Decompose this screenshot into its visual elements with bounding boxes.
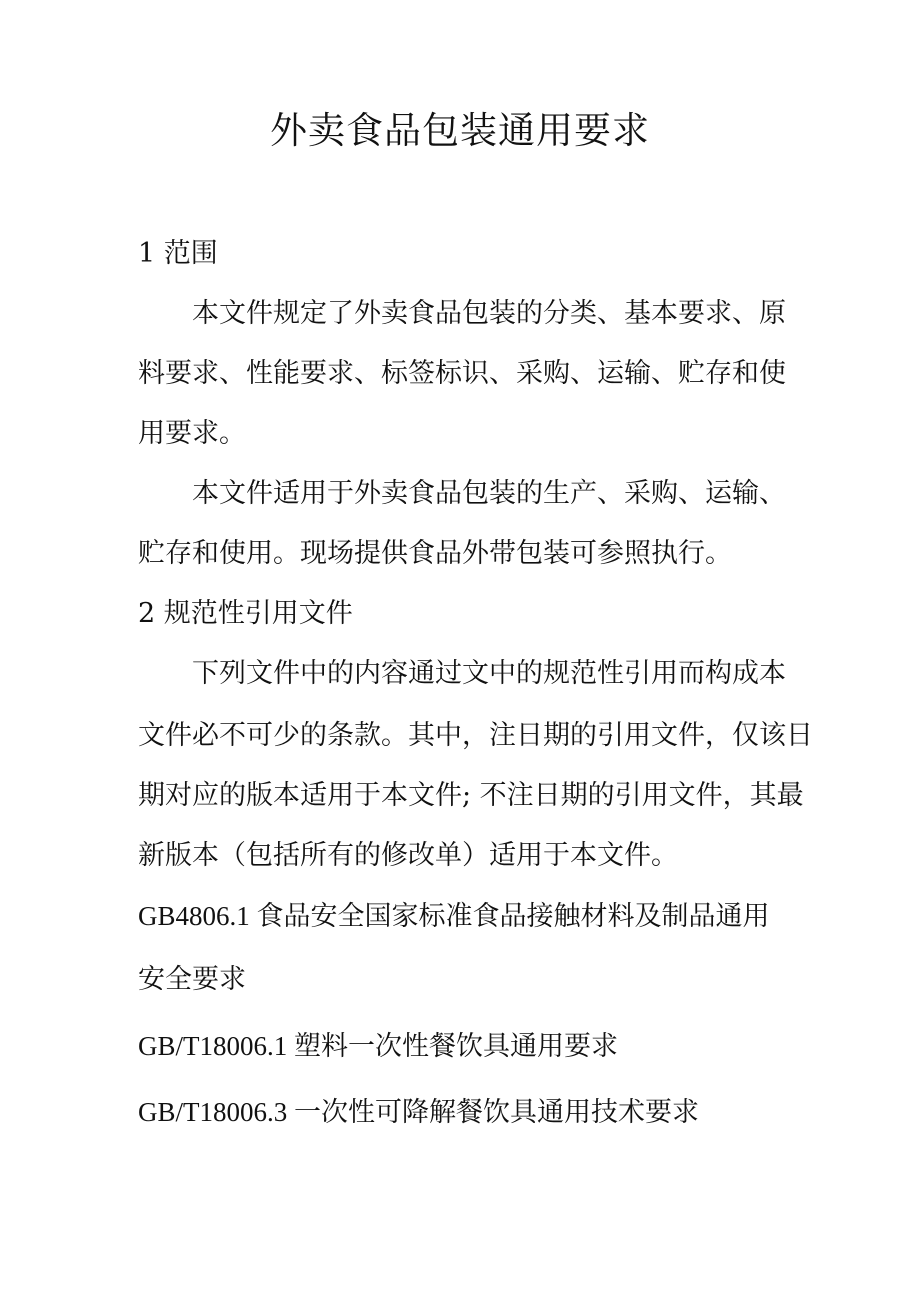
document-title: 外卖食品包装通用要求 (270, 109, 650, 152)
section-2-para-line-3: 期对应的版本适用于本文件; 不注日期的引用文件，其最 (138, 780, 804, 811)
section-1-heading: 1 范围 (138, 238, 218, 269)
section-1-para-1-line-1: 本文件规定了外卖食品包装的分类、基本要求、原 (192, 298, 786, 329)
reference-gbt18006-1: GB/T18006.1 塑料一次性餐饮具通用要求 (138, 1031, 619, 1061)
section-1-para-1-line-2: 料要求、性能要求、标签标识、采购、运输、贮存和使 (138, 358, 786, 389)
reference-gbt18006-3: GB/T18006.3 一次性可降解餐饮具通用技术要求 (138, 1097, 700, 1127)
reference-gb4806-1-continued: 安全要求 (138, 964, 246, 995)
section-2-para-line-2: 文件必不可少的条款。其中，注日期的引用文件，仅该日 (138, 720, 813, 751)
reference-gb4806-1: GB4806.1 食品安全国家标准食品接触材料及制品通用 (138, 901, 770, 931)
section-2-para-line-4: 新版本（包括所有的修改单）适用于本文件。 (138, 840, 678, 871)
section-2-heading: 2 规范性引用文件 (138, 598, 353, 629)
section-1-para-2-line-1: 本文件适用于外卖食品包装的生产、采购、运输、 (192, 478, 786, 509)
section-2-para-line-1: 下列文件中的内容通过文中的规范性引用而构成本 (192, 658, 786, 689)
section-1-para-2-line-2: 贮存和使用。现场提供食品外带包装可参照执行。 (138, 538, 732, 569)
section-1-para-1-line-3: 用要求。 (138, 418, 246, 449)
